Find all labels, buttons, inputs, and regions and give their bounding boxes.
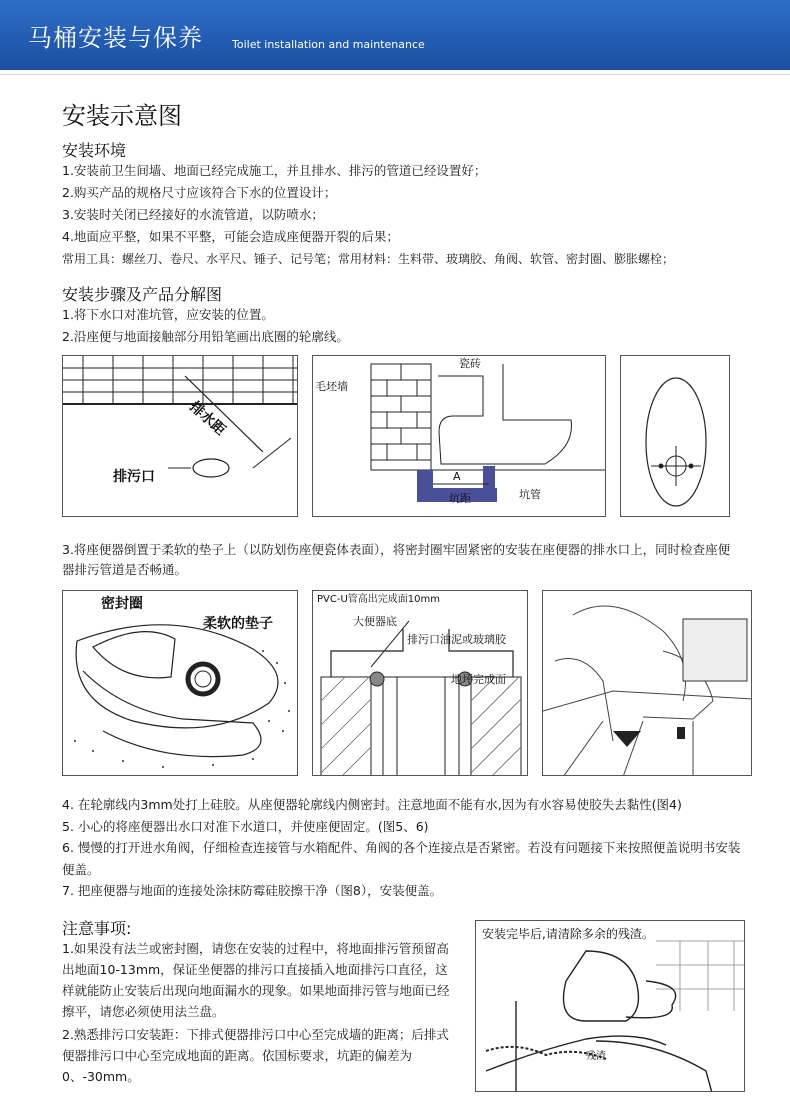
figure-drain-distance [62, 355, 298, 517]
header-banner [0, 0, 790, 70]
env-line-tools: 常用工具：螺丝刀、卷尺、水平尺、锤子、记号笔；常用材料：生料带、玻璃胶、角阀、软管、密封圈、膨胀螺栓； [62, 252, 675, 266]
banner-subtitle: Toilet installation and maintenance [232, 38, 425, 51]
step-line-3: 3.将座便器倒置于柔软的垫子上（以防划伤座便瓷体表面），将密封圈牢固紧密的安装在座便器的排水口上，同时检查座便器排污管道是否畅通。 [62, 542, 731, 577]
figure-seal-ring [62, 590, 298, 776]
figure-pipe-section [312, 590, 528, 776]
divider [0, 74, 790, 75]
label-tile: 瓷砖 [459, 357, 481, 370]
step-line-5: 5. 小心的将座便器出水口对准下水道口，并使座便固定。(图5、6) [62, 819, 429, 834]
notes-heading: 注意事项: [62, 919, 132, 938]
label-floor-finish: 地坪完成面 [451, 673, 506, 686]
figure-outline-trace [620, 355, 730, 517]
label-a: A [453, 470, 461, 483]
env-line-2: 2.购买产品的规格尺寸应该符合下水的位置设计； [62, 185, 337, 200]
figure-place-toilet [542, 590, 752, 776]
page-title: 安装示意图 [62, 102, 182, 130]
label-residue: 残渣 [586, 1051, 606, 1062]
env-line-3: 3.安装时关闭已经接好的水流管道，以防喷水； [62, 207, 324, 222]
label-seal-ring: 密封圈 [101, 596, 143, 612]
step-line-1: 1.将下水口对准坑管，应安装的位置。 [62, 307, 274, 322]
step-line-2: 2.沿座便与地面接触部分用铅笔画出底圈的轮廓线。 [62, 329, 349, 344]
label-wall: 毛坯墙 [315, 380, 348, 393]
label-pit-distance: 坑距 [449, 492, 471, 505]
label-pit-pipe: 坑管 [519, 488, 541, 501]
step-line-6: 6. 慢慢的打开进水角阀，仔细检查连接管与水箱配件、角阀的各个连接点是否紧密。若没有问题接下来按照便盖说明书安装便盖。 [62, 840, 741, 877]
section-heading-environment: 安装环境 [62, 141, 127, 160]
figure-3-drawing [621, 356, 730, 517]
label-pvc-height: PVC-U管高出完成面10mm [317, 594, 440, 605]
notes-paragraph-2: 2.熟悉排污口安装距：下排式便器排污口中心至完成墙的距离；后排式便器排污口中心至完成地面的距离。依国标要求，坑距的偏差为0、-30mm。 [62, 1027, 449, 1084]
label-bowl-base: 大便器底 [353, 615, 397, 628]
label-outlet-seal: 排污口油泥或玻璃胶 [407, 633, 506, 646]
figure-1-drawing [63, 356, 298, 517]
env-line-1: 1.安装前卫生间墙、地面已经完成施工，并且排水、排污的管道已经设置好； [62, 163, 487, 178]
notes-paragraph-1: 1.如果没有法兰或密封圈，请您在安装的过程中，将地面排污管预留高出地面10-13mm，保证坐便器的排污口直接插入地面排污口直径，这样就能防止安装后出现向地面漏水的现象。如果地面排污管与地面已经擦平，请您必须使用法兰盘。 [62, 941, 450, 1019]
caption-clean-residue: 安装完毕后,请清除多余的残渣。 [482, 927, 654, 941]
section-heading-steps: 安装步骤及产品分解图 [62, 285, 223, 304]
label-soft-pad: 柔软的垫子 [203, 616, 273, 632]
figure-6-drawing [543, 591, 752, 776]
env-line-4: 4.地面应平整，如果不平整，可能会造成座便器开裂的后果； [62, 229, 399, 244]
label-outlet: 排污口 [113, 469, 155, 485]
figure-clean-residue [475, 920, 745, 1092]
step-line-7: 7. 把座便器与地面的连接处涂抹防霉硅胶擦干净（图8），安装便盖。 [62, 883, 443, 898]
figure-8-drawing [476, 921, 745, 1092]
label-drain-distance: 排水距 [186, 398, 229, 439]
figure-pit-distance [312, 355, 606, 517]
banner-title: 马桶安装与保养 [28, 24, 203, 52]
step-line-4: 4. 在轮廓线内3mm处打上硅胶。从座便器轮廓线内侧密封。注意地面不能有水,因为有水容易使胶失去黏性(图4) [62, 797, 682, 812]
